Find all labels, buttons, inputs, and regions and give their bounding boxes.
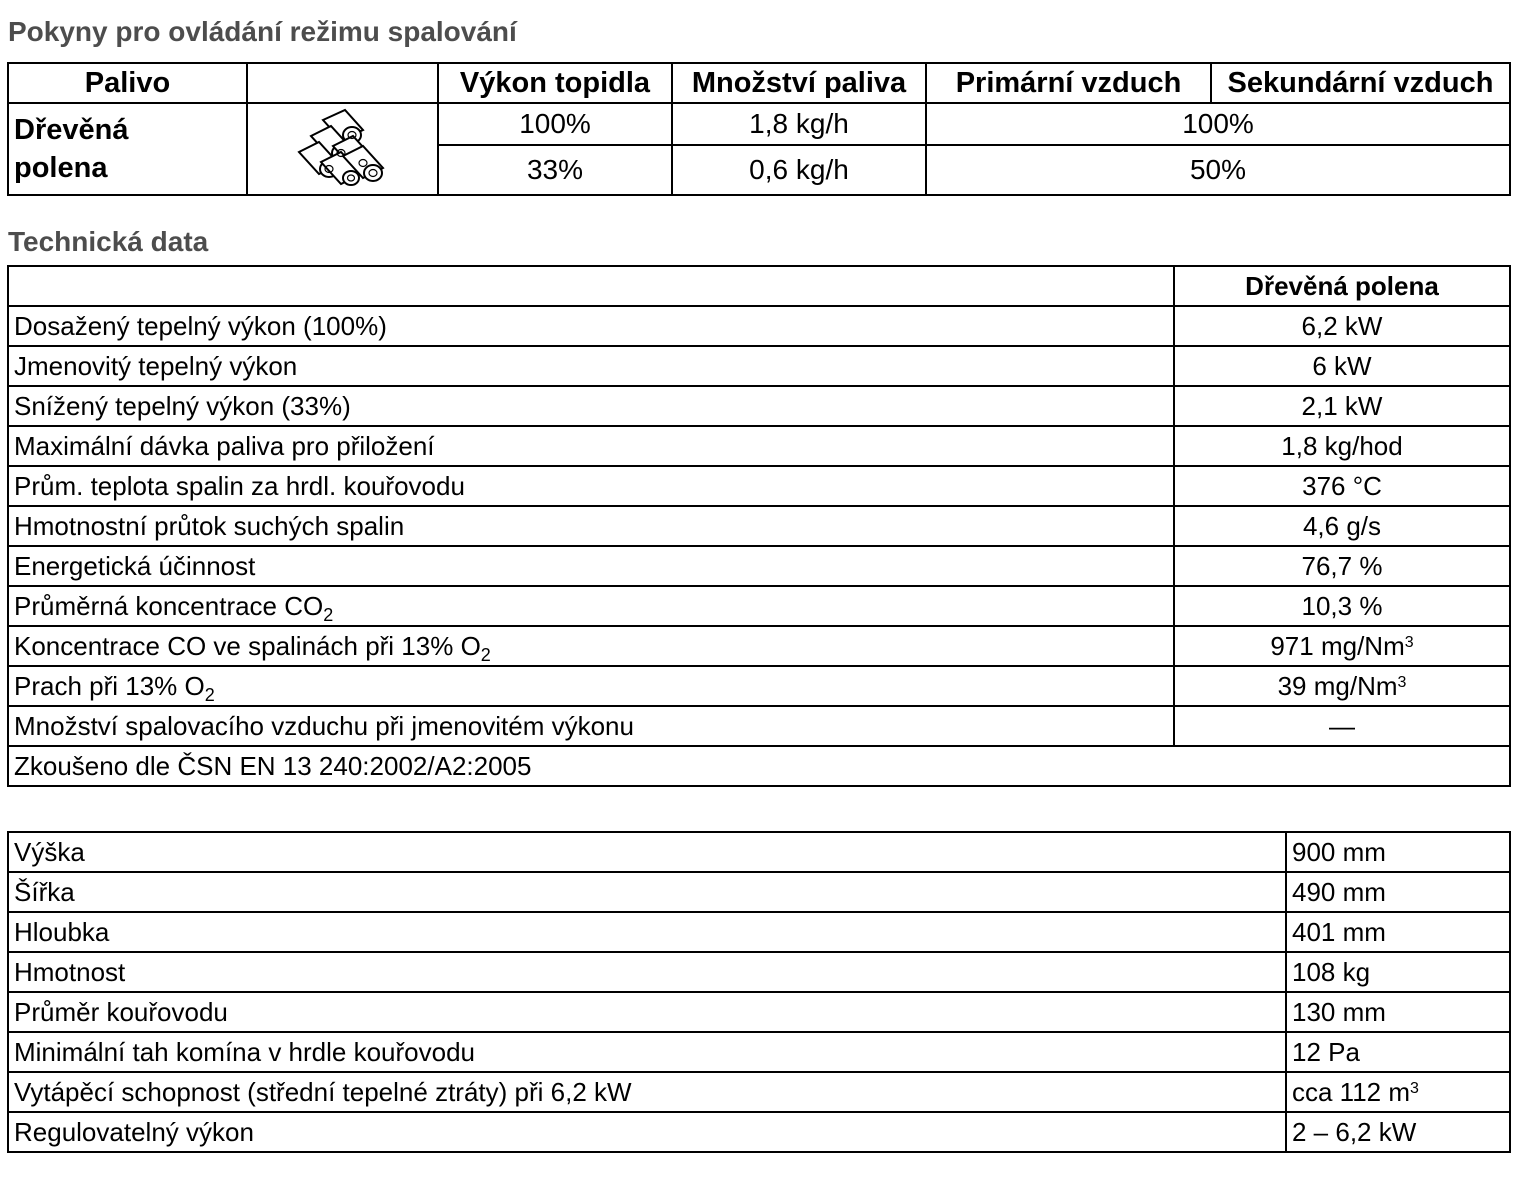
- subscript: 2: [204, 684, 215, 705]
- air-value: 100%: [926, 103, 1510, 145]
- technical-data-title: Technická data: [8, 226, 209, 257]
- row-label: [8, 626, 1174, 666]
- table-row: [8, 1112, 1510, 1152]
- row-label: Minimální tah komína v hrdle kouřovodu: [8, 1032, 1286, 1072]
- row-label-text: Průměrná koncentrace CO: [14, 590, 324, 621]
- table-row: [8, 666, 1510, 706]
- header-power: Výkon topidla: [438, 63, 672, 103]
- row-value: 4,6 g/s: [1174, 506, 1510, 546]
- row-label: Dosažený tepelný výkon (100%): [8, 306, 1174, 346]
- row-value: 6,2 kW: [1174, 306, 1510, 346]
- row-value: 108 kg: [1286, 952, 1510, 992]
- header-icon: [247, 63, 438, 103]
- table-row: [8, 626, 1510, 666]
- fuel-icon-cell: [247, 103, 438, 195]
- technical-header-row: [8, 266, 1510, 306]
- combustion-section-title: Pokyny pro ovládání režimu spalování: [8, 16, 517, 47]
- row-value: 1,8 kg/hod: [1174, 426, 1510, 466]
- air-value: 50%: [926, 145, 1510, 195]
- fuel-name: [8, 103, 247, 195]
- table-row: [8, 586, 1510, 626]
- row-label: Maximální dávka paliva pro přiložení: [8, 426, 1174, 466]
- row-value: 490 mm: [1286, 872, 1510, 912]
- subscript: 2: [323, 604, 334, 625]
- test-standard-note: Zkoušeno dle ČSN EN 13 240:2002/A2:2005: [8, 746, 1510, 786]
- row-label: Množství spalovacího vzduchu při jmenovitém výkonu: [8, 706, 1174, 746]
- fuel-amount-value: 1,8 kg/h: [672, 103, 926, 145]
- table-row: [8, 1072, 1510, 1112]
- row-label: Šířka: [8, 872, 1286, 912]
- row-value: 2,1 kW: [1174, 386, 1510, 426]
- row-value: 900 mm: [1286, 832, 1510, 872]
- row-value: 2 – 6,2 kW: [1286, 1112, 1510, 1152]
- table-row: [8, 872, 1510, 912]
- combustion-header-row: [8, 63, 1510, 103]
- table-row: [8, 546, 1510, 586]
- power-value: 100%: [438, 103, 672, 145]
- table-row: [8, 832, 1510, 872]
- row-label: Regulovatelný výkon: [8, 1112, 1286, 1152]
- row-value: 6 kW: [1174, 346, 1510, 386]
- row-label: Snížený tepelný výkon (33%): [8, 386, 1174, 426]
- superscript: 3: [1397, 673, 1407, 691]
- row-label: Hmotnostní průtok suchých spalin: [8, 506, 1174, 546]
- row-label: Hloubka: [8, 912, 1286, 952]
- row-value-text: 39 mg/Nm: [1277, 670, 1398, 701]
- row-label: Jmenovitý tepelný výkon: [8, 346, 1174, 386]
- fuel-name-line2: polena: [14, 152, 108, 184]
- row-value: 10,3 %: [1174, 586, 1510, 626]
- row-label: Výška: [8, 832, 1286, 872]
- row-label: Vytápěcí schopnost (střední tepelné ztráty) při 6,2 kW: [8, 1072, 1286, 1112]
- row-value-text: cca 112 m: [1292, 1076, 1411, 1107]
- table-row: [8, 386, 1510, 426]
- table-row: [8, 992, 1510, 1032]
- fuel-amount-value: 0,6 kg/h: [672, 145, 926, 195]
- row-label: Hmotnost: [8, 952, 1286, 992]
- wood-logs-icon: [293, 106, 393, 186]
- row-label: [8, 666, 1174, 706]
- table-row: [8, 706, 1510, 746]
- combustion-table: [7, 62, 1511, 196]
- row-label: [8, 586, 1174, 626]
- table-row: [8, 426, 1510, 466]
- superscript: 3: [1410, 1079, 1419, 1097]
- row-value-text: 971 mg/Nm: [1270, 630, 1405, 661]
- table-row: [8, 1032, 1510, 1072]
- table-row: [8, 912, 1510, 952]
- technical-footer-row: [8, 746, 1510, 786]
- row-value: [1174, 626, 1510, 666]
- row-label: Prům. teplota spalin za hrdl. kouřovodu: [8, 466, 1174, 506]
- header-primary-air: Primární vzduch: [926, 63, 1211, 103]
- subscript: 2: [480, 644, 491, 665]
- table-row: [8, 306, 1510, 346]
- row-value: [1286, 1072, 1510, 1112]
- fuel-name-line1: Dřevěná: [14, 114, 129, 146]
- row-label: Energetická účinnost: [8, 546, 1174, 586]
- table-row: [8, 952, 1510, 992]
- table-row: [8, 466, 1510, 506]
- technical-data-table: [7, 265, 1511, 787]
- row-value: 130 mm: [1286, 992, 1510, 1032]
- row-value: 76,7 %: [1174, 546, 1510, 586]
- header-fuel: Palivo: [8, 63, 247, 103]
- row-value: 401 mm: [1286, 912, 1510, 952]
- row-label-text: Koncentrace CO ve spalinách při 13% O: [14, 630, 481, 661]
- table-row: [8, 346, 1510, 386]
- combustion-row: [8, 103, 1510, 145]
- superscript: 3: [1404, 633, 1414, 651]
- table-row: [8, 506, 1510, 546]
- row-value: [1174, 666, 1510, 706]
- row-value: 12 Pa: [1286, 1032, 1510, 1072]
- row-label-text: Prach při 13% O: [14, 670, 205, 701]
- power-value: 33%: [438, 145, 672, 195]
- row-value: 376 °C: [1174, 466, 1510, 506]
- technical-header-blank: [8, 266, 1174, 306]
- header-fuel-amount: Množství paliva: [672, 63, 926, 103]
- header-secondary-air: Sekundární vzduch: [1211, 63, 1510, 103]
- dimensions-table: [7, 831, 1511, 1153]
- row-label: Průměr kouřovodu: [8, 992, 1286, 1032]
- row-value: —: [1174, 706, 1510, 746]
- technical-header-fuel: Dřevěná polena: [1174, 266, 1510, 306]
